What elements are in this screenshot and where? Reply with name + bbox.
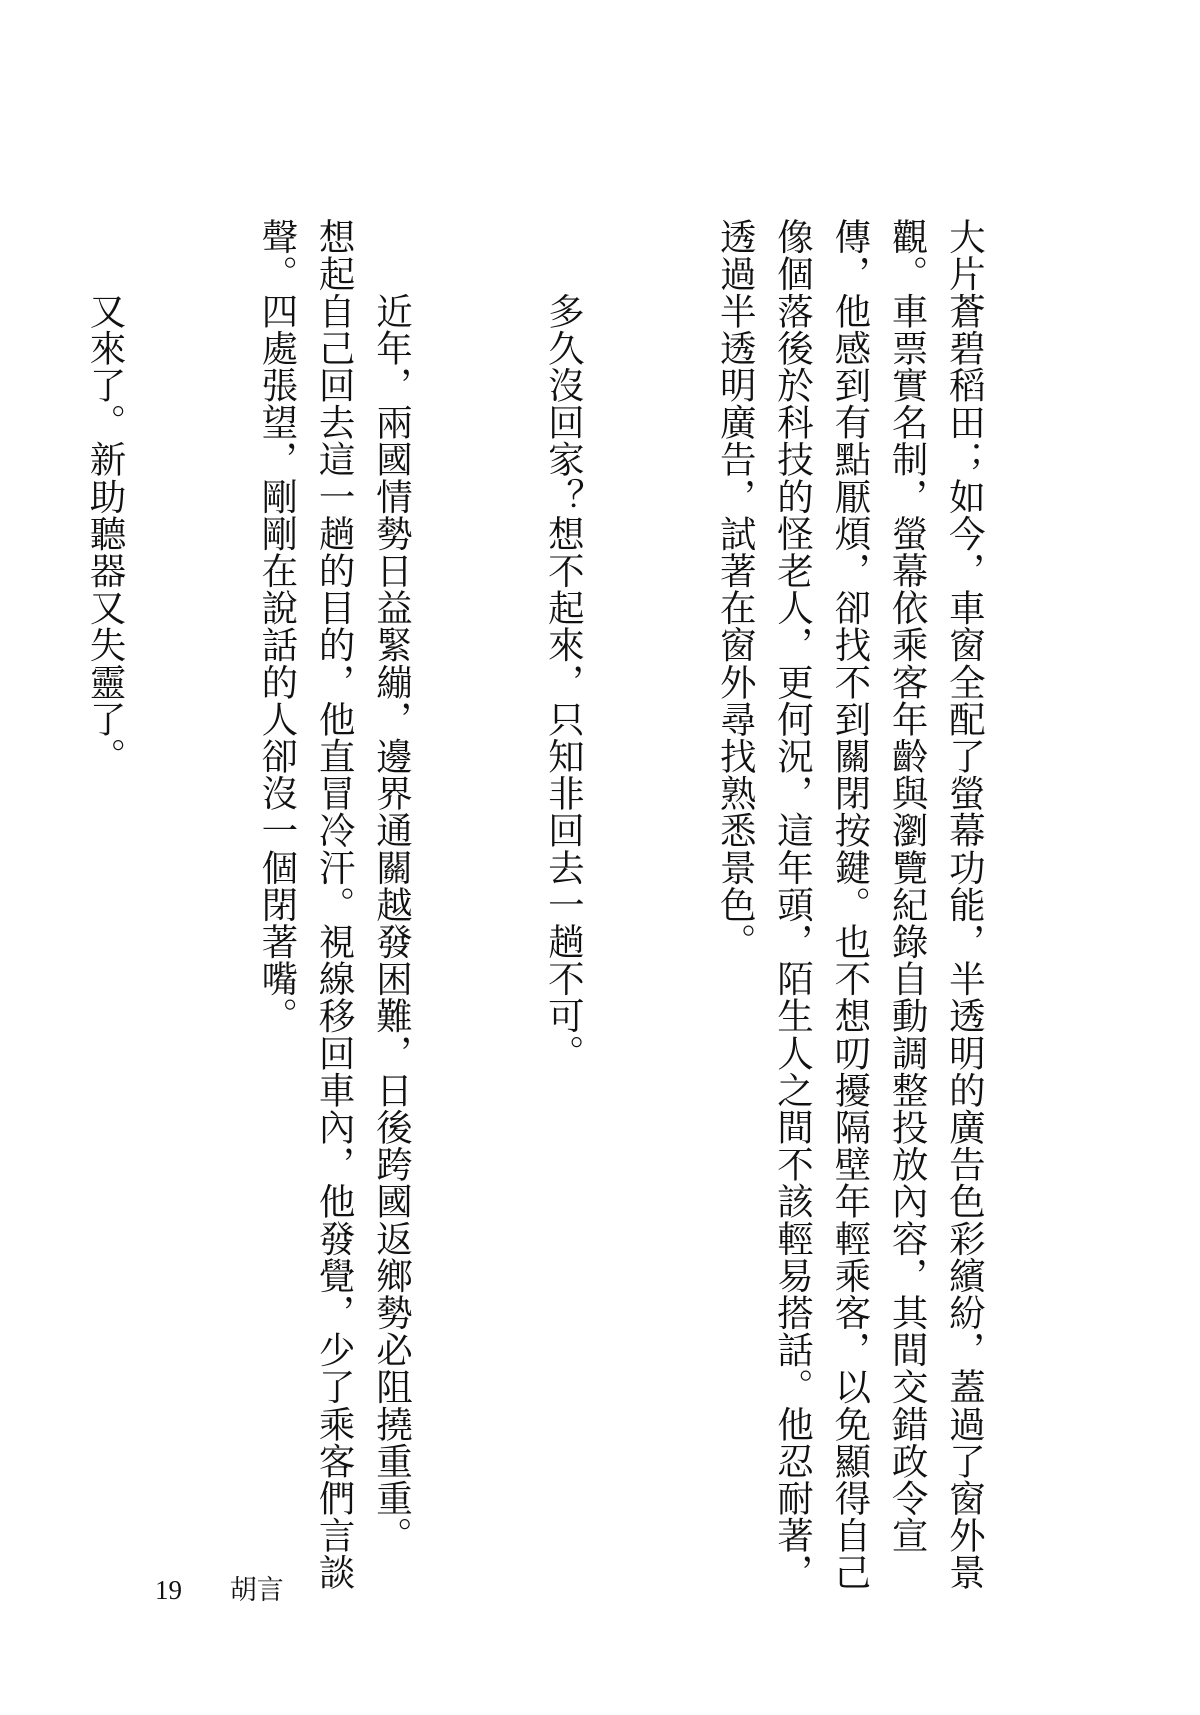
page-number: 19 — [155, 1575, 182, 1605]
paragraph-2: 多久沒回家？想不起來，只知非回去一趟不可。 — [542, 218, 586, 1072]
page-footer — [155, 1575, 284, 1606]
paragraph-4: 又來了。新助聽器又失靈了。 — [83, 218, 127, 775]
paragraph-1: 大片蒼碧稻田；如今，車窗全配了螢幕功能，半透明的廣告色彩繽紛，蓋過了窗外景 觀。車票實名制，螢幕依乘客年齡與瀏覽紀錄自動調整投放內容，其間交錯政令宣 傳，他感到有點厭煩，卻找不到關閉按鍵。也不想叨擾隔壁年輕乘客，以免顯得自己 像個落後於科技的怪老人，更何況，這年頭，陌生人之間不該輕易搭話。他忍耐著， 透過半透明廣告，試著在窗外尋找熟悉景色。 — [714, 218, 987, 1591]
running-title: 胡言 — [229, 1575, 284, 1606]
paragraph-3: 近年，兩國情勢日益緊繃，邊界通關越發困難，日後跨國返鄉勢必阻撓重重。 想起自己回去這一趟的目的，他直冒冷汗。視線移回車內，他發覺，少了乘客們言談 聲。四處張望，剛剛在說話的人卻沒一個閉著嘴。 — [255, 218, 414, 1591]
